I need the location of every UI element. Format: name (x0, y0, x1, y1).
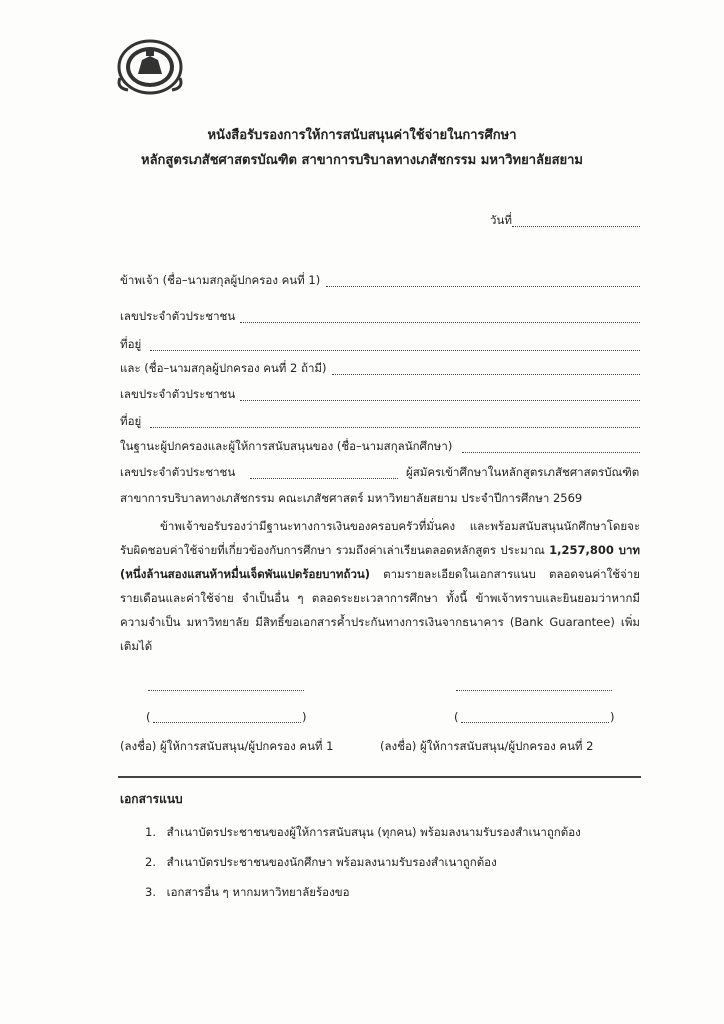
divider (118, 776, 641, 778)
attachment-item: 1. สำเนาบัตรประชาชนของผู้ให้การสนับสนุน (ทุกคน) พร้อมลงนามรับรองสำเนาถูกต้อง (145, 825, 581, 839)
address-1-field[interactable] (150, 349, 640, 351)
signature-1-label: (ลงชื่อ) ผู้ให้การสนับสนุน/ผู้ปกครอง คนที่ 1 (120, 739, 334, 753)
id-number-2-field[interactable] (240, 399, 640, 401)
address-2-label: ที่อยู่ (120, 414, 142, 428)
document-subtitle: หลักสูตรเภสัชศาสตรบัณฑิต สาขาการบริบาลทางเภสัชกรรม มหาวิทยาลัยสยาม (141, 153, 583, 168)
id-number-1-label: เลขประจำตัวประชาชน (120, 309, 236, 323)
id-number-3-label: เลขประจำตัวประชาชน (120, 465, 236, 479)
address-1-label: ที่อยู่ (120, 337, 142, 351)
certification-paragraph (120, 514, 640, 658)
signature-2-label: (ลงชื่อ) ผู้ให้การสนับสนุน/ผู้ปกครอง คนที่ 2 (380, 739, 594, 753)
guardian1-name-label: ข้าพเจ้า (ชื่อ–นามสกุลผู้ปกครอง คนที่ 1) (120, 273, 321, 287)
paragraph-part-2: ตามรายละเอียดในเอกสารแนบ ตลอดจนค่าใช้จ่ายรายเดือนและค่าใช้จ่าย จำเป็นอื่น ๆ ตลอดระยะเวลาการศึกษา ทั้งนี้ ข้าพเจ้าทราบและยินยอมว่าหากมีความจำเป็น มหาวิทยาลัย มีสิทธิ์ขอเอกสารค้ำประกันทางการเงินจากธนาคาร (Bank Guarantee) เพิ่มเติมได้ (120, 567, 640, 653)
guardian1-name-field[interactable] (326, 285, 640, 287)
attachment-item: 3. เอกสารอื่น ๆ หากมหาวิทยาลัยร้องขอ (145, 885, 350, 899)
date-label: วันที่ (490, 213, 512, 227)
id-number-2-label: เลขประจำตัวประชาชน (120, 387, 236, 401)
applicant-text: ผู้สมัครเข้าศึกษาในหลักสูตรเภสัชศาสตรบัณฑิต (406, 465, 640, 479)
id-number-3-field[interactable] (250, 477, 398, 479)
signature-1-name-field[interactable] (153, 722, 301, 723)
signature-1-name-open: ( (146, 710, 151, 724)
guardian2-name-field[interactable] (332, 373, 640, 375)
signature-2-line[interactable] (456, 690, 612, 691)
student-name-label: ในฐานะผู้ปกครองและผู้ให้การสนับสนุนของ (ชื่อ–นามสกุลนักศึกษา) (120, 439, 453, 453)
attachment-item: 2. สำเนาบัตรประชาชนของนักศึกษา พร้อมลงนามรับรองสำเนาถูกต้อง (145, 855, 497, 869)
program-line: สาขาการบริบาลทางเภสัชกรรม คณะเภสัชศาสตร์ มหาวิทยาลัยสยาม ประจำปีการศึกษา 2569 (120, 491, 583, 505)
id-number-1-field[interactable] (240, 321, 640, 323)
signature-1-line[interactable] (148, 690, 304, 691)
student-name-field[interactable] (462, 451, 640, 453)
signature-2-name-field[interactable] (461, 722, 609, 723)
amount: 1,257,800 บาท (549, 543, 640, 557)
signature-2-name-close: ) (610, 710, 615, 724)
signature-2-name-open: ( (454, 710, 459, 724)
paragraph-part-1: ข้าพเจ้าขอรับรองว่ามีฐานะทางการเงินของครอบครัวที่มั่นคง และพร้อมสนับสนุนนักศึกษาโดยจะรับผิดชอบค่าใช้จ่ายที่เกี่ยวข้องกับการศึกษา รวมถึงค่าเล่าเรียนตลอดหลักสูตร ประมาณ (120, 519, 640, 557)
attachments-title: เอกสารแนบ (120, 792, 183, 806)
signature-1-name-close: ) (302, 710, 307, 724)
university-logo (114, 38, 186, 96)
date-field[interactable] (512, 225, 640, 227)
guardian2-name-label: และ (ชื่อ–นามสกุลผู้ปกครอง คนที่ 2 ถ้ามี) (120, 361, 327, 375)
address-2-field[interactable] (150, 426, 640, 428)
amount-words: (หนึ่งล้านสองแสนห้าหมื่นเจ็ดพันแปดร้อยบาทถ้วน) (120, 567, 371, 581)
document-title: หนังสือรับรองการให้การสนับสนุนค่าใช้จ่ายในการศึกษา (207, 128, 517, 143)
